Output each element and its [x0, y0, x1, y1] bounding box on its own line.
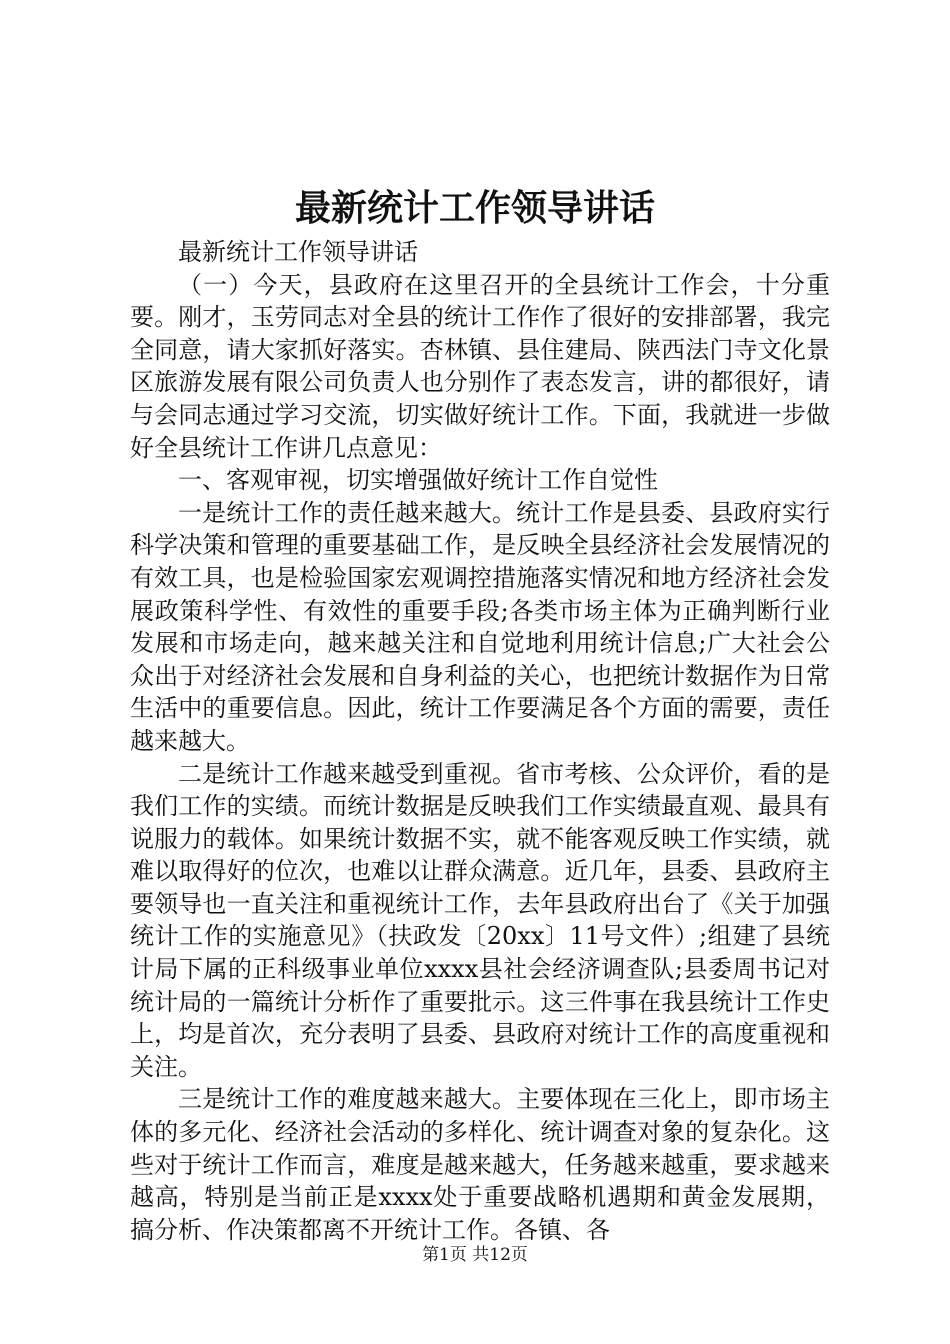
- paragraph-point-3: 三是统计工作的难度越来越大。主要体现在三化上，即市场主体的多元化、经济社会活动的多样化、统计调查对象的复杂化。这些对于统计工作而言，难度是越来越大，任务越来越重，要求越来越高，特别是当前正是xxxx处于重要战略机遇期和黄金发展期，搞分析、作决策都离不开统计工作。各镇、各: [130, 1085, 830, 1244]
- page-number-footer: 第1页 共12页: [422, 1245, 528, 1265]
- paragraph-point-1: 一是统计工作的责任越来越大。统计工作是县委、县政府实行科学决策和管理的重要基础工作，是反映全县经济社会发展情况的有效工具，也是检验国家宏观调控措施落实情况和地方经济社会发展政策科学性、有效性的重要手段;各类市场主体为正确判断行业发展和市场走向，越来越关注和自觉地利用统计信息;广大社会公众出于对经济社会发展和自身利益的关心，也把统计数据作为日常生活中的重要信息。因此，统计工作要满足各个方面的需要，责任越来越大。: [130, 498, 830, 755]
- paragraph-subtitle: 最新统计工作领导讲话: [178, 238, 418, 266]
- document-title: 最新统计工作领导讲话: [294, 187, 655, 229]
- paragraph-point-2: 二是统计工作越来越受到重视。省市考核、公众评价，看的是我们工作的实绩。而统计数据是反映我们工作实绩最直观、最具有说服力的载体。如果统计数据不实，就不能客观反映工作实绩，就难以取得好的位次，也难以让群众满意。近几年，县委、县政府主要领导也一直关注和重视统计工作，去年县政府出台了《关于加强统计工作的实施意见》（扶政发〔20xx〕11号文件）;组建了县统计局下属的正科级事业单位xxxx县社会经济调查队;县委周书记对统计局的一篇统计分析作了重要批示。这三件事在我县统计工作史上，均是首次，充分表明了县委、县政府对统计工作的高度重视和关注。: [130, 759, 830, 1081]
- section-heading: 一、客观审视，切实增强做好统计工作自觉性: [178, 466, 658, 495]
- document-body: [130, 236, 830, 1246]
- paragraph-intro: （一）今天，县政府在这里召开的全县统计工作会，十分重要。刚才，玉劳同志对全县的统计工作作了很好的安排部署，我完全同意，请大家抓好落实。杏林镇、县住建局、陕西法门寺文化景区旅游发展有限公司负责人也分别作了表态发言，讲的都很好，请与会同志通过学习交流，切实做好统计工作。下面，我就进一步做好全县统计工作讲几点意见：: [130, 270, 830, 462]
